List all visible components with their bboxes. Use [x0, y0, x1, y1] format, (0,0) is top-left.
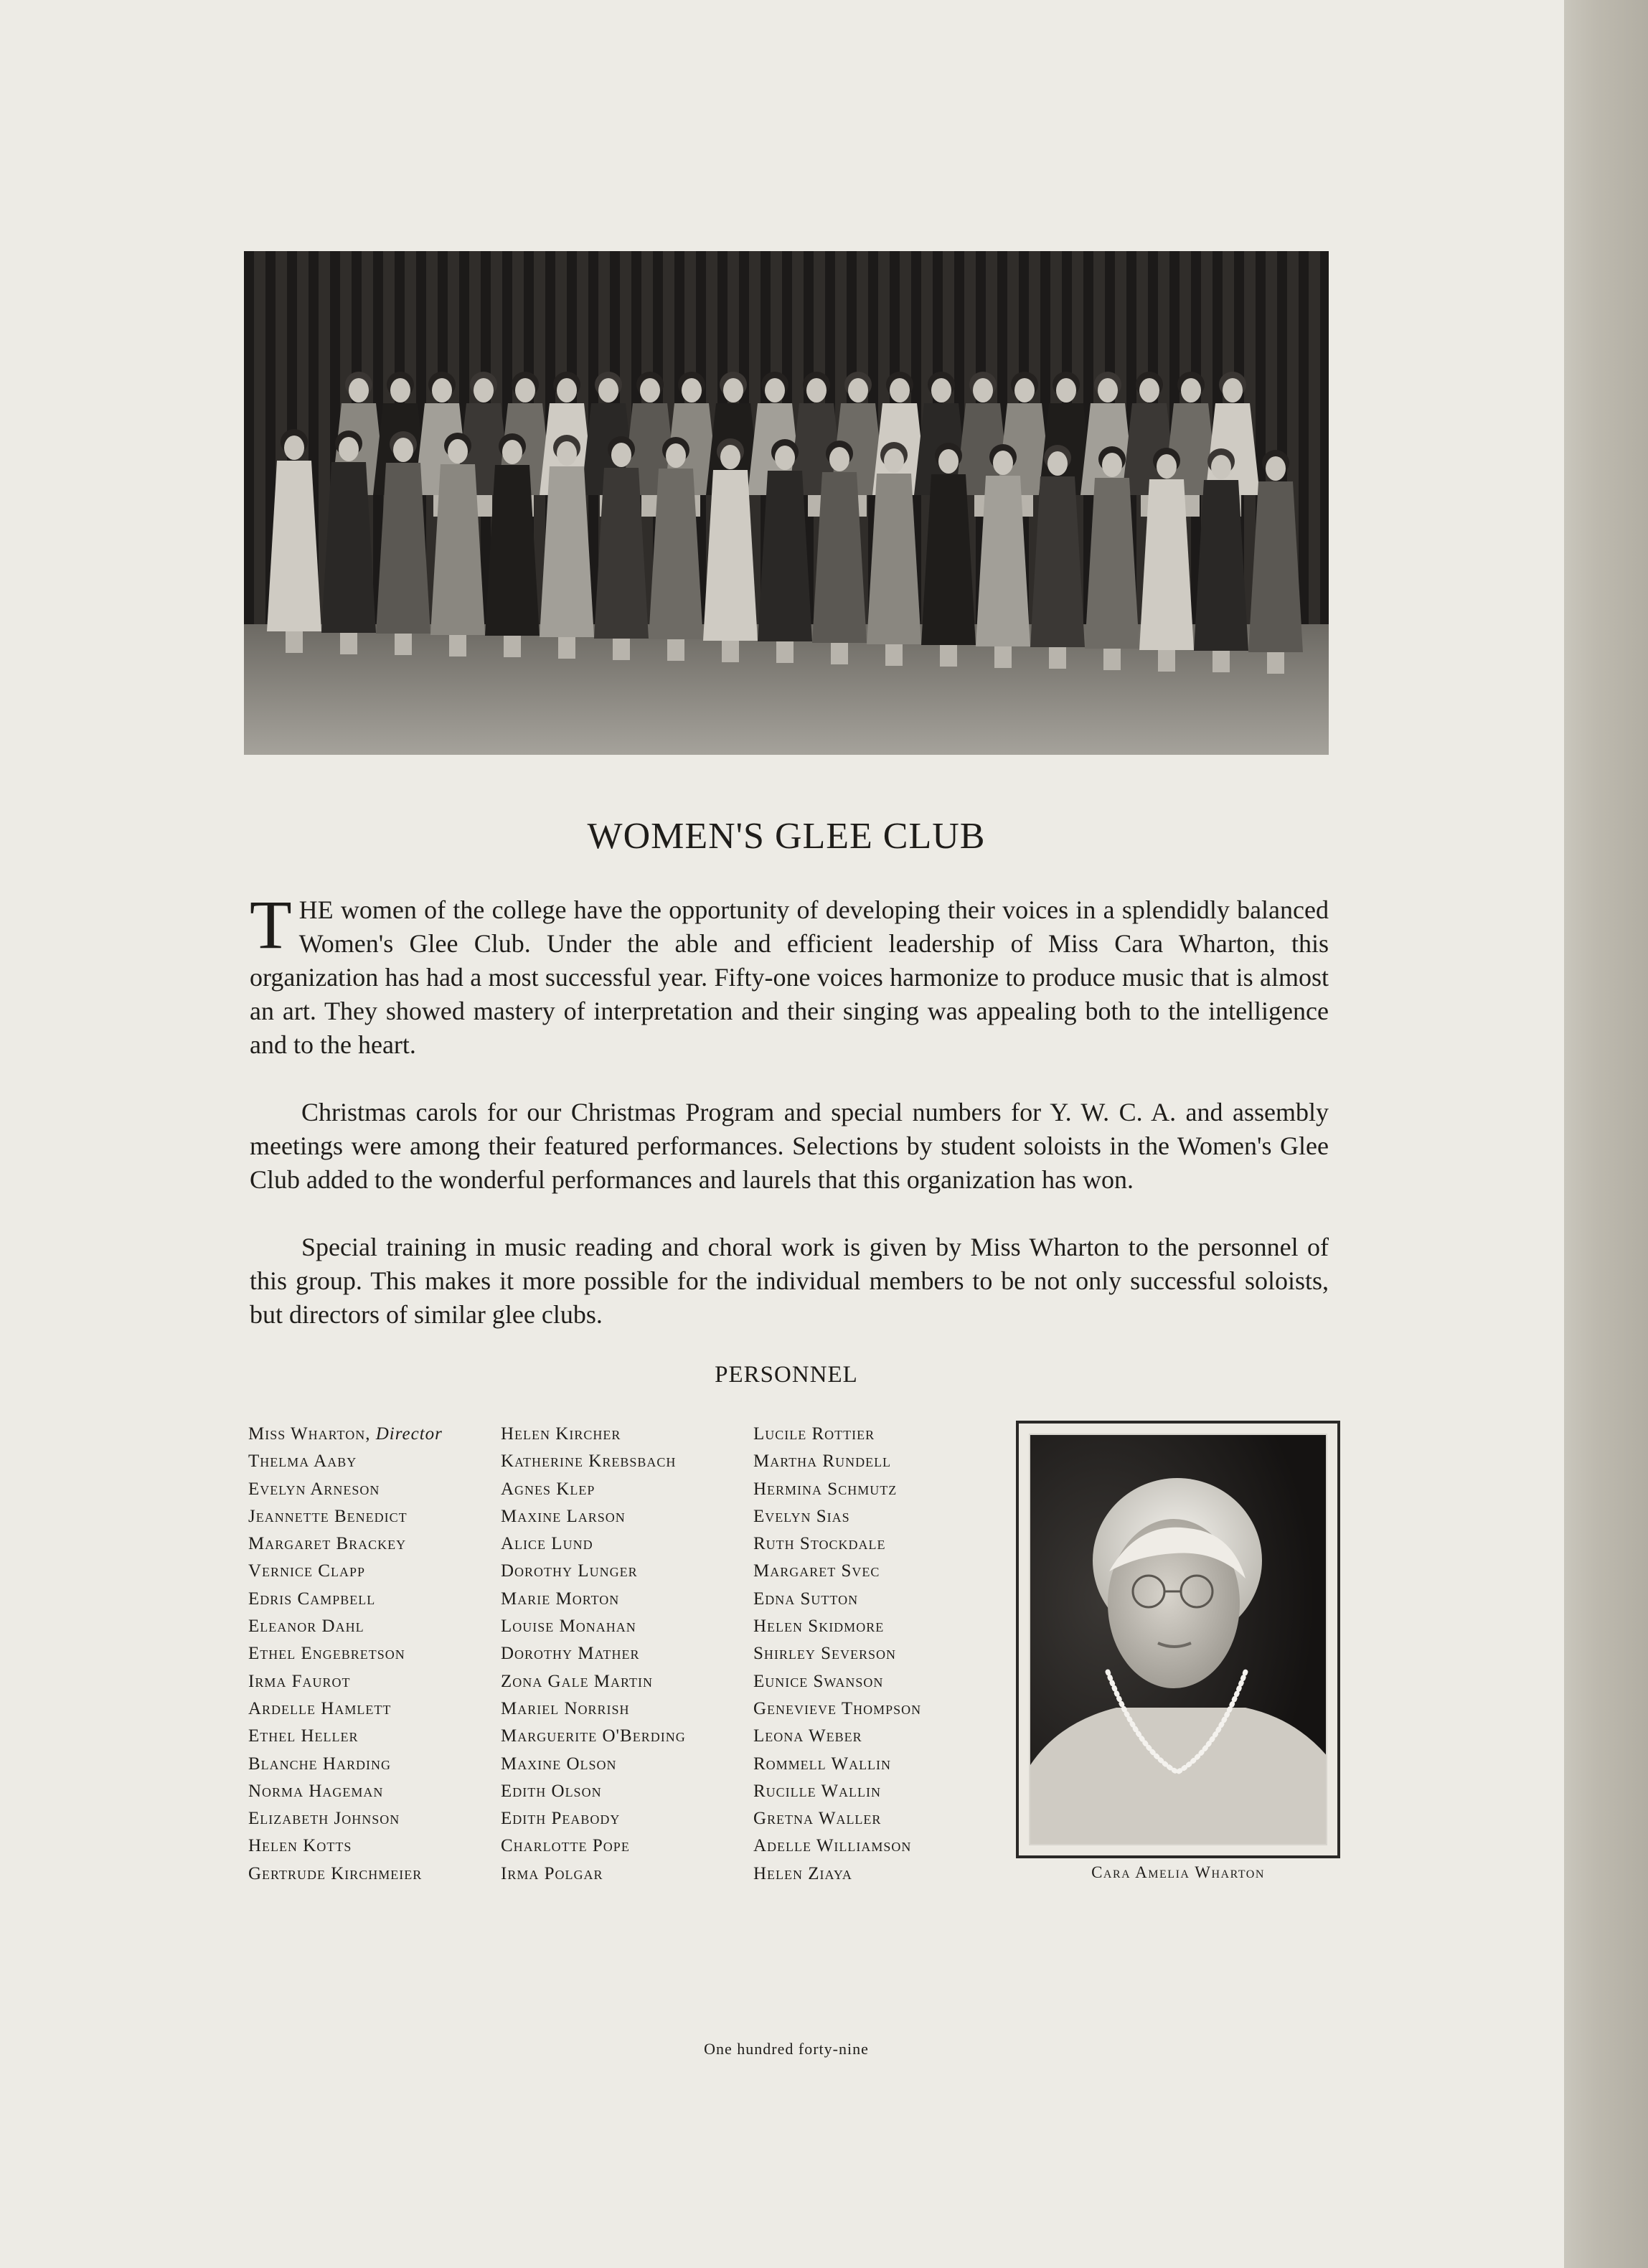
member-name: Ruth Stockdale — [753, 1534, 886, 1554]
member-name: Charlotte Pope — [501, 1836, 630, 1856]
member-name: Norma Hageman — [248, 1781, 384, 1801]
page-title: WOMEN'S GLEE CLUB — [587, 816, 986, 857]
personnel-column-1 — [248, 1421, 443, 1888]
member-name: Irma Faurot — [248, 1671, 351, 1691]
personnel-column-2 — [501, 1421, 686, 1888]
member-name: Genevieve Thompson — [753, 1698, 922, 1718]
group-figures — [244, 251, 1329, 755]
member-name: Marie Morton — [501, 1589, 620, 1609]
member-name: Maxine Larson — [501, 1506, 626, 1526]
member-name: Evelyn Arneson — [248, 1479, 380, 1499]
member-name: Margaret Svec — [753, 1561, 880, 1581]
member-name: Adelle Williamson — [753, 1836, 912, 1856]
page-number: One hundred forty-nine — [704, 2040, 869, 2058]
member-name: Thelma Aaby — [248, 1451, 357, 1472]
member-name: Alice Lund — [501, 1534, 593, 1554]
director-entry — [248, 1421, 443, 1448]
member-name: Hermina Schmutz — [753, 1479, 898, 1499]
member-name: Jeannette Benedict — [248, 1506, 408, 1526]
personnel-column-3 — [753, 1421, 921, 1888]
member-name: Helen Skidmore — [753, 1617, 885, 1637]
facing-page-edge — [1564, 0, 1648, 2268]
member-name: Vernice Clapp — [248, 1561, 365, 1581]
director-role: Director — [375, 1424, 443, 1444]
member-name: Rommell Wallin — [753, 1754, 892, 1774]
member-name: Ethel Engebretson — [248, 1644, 405, 1664]
choir-member-figure — [267, 429, 321, 653]
member-name: Eleanor Dahl — [248, 1617, 364, 1637]
personnel-heading: PERSONNEL — [715, 1362, 858, 1388]
training-paragraph: Special training in music reading and choral work is given by Miss Wharton to the personnel of this group. This makes it more possible for the individual members to be not only successful soloists, but directors of similar glee clubs. — [250, 1233, 1329, 1329]
member-name: Dorothy Mather — [501, 1644, 640, 1664]
member-name: Margaret Brackey — [248, 1534, 407, 1554]
member-name: Dorothy Lunger — [501, 1561, 638, 1581]
member-name: Gretna Waller — [753, 1809, 882, 1829]
member-name: Irma Polgar — [501, 1863, 603, 1883]
member-name: Marguerite O'Berding — [501, 1726, 686, 1746]
portrait-caption: Cara Amelia Wharton — [1091, 1863, 1265, 1881]
member-name: Elizabeth Johnson — [248, 1809, 400, 1829]
portrait-photo — [1029, 1434, 1327, 1845]
member-name: Shirley Severson — [753, 1644, 897, 1664]
performances-paragraph: Christmas carols for our Christmas Program and special numbers for Y. W. C. A. and assembly meetings were among their featured performances. Selections by student soloists in the Women's Glee Club added to the wonderful performances and laurels that this organization has won. — [250, 1098, 1329, 1194]
member-name: Edith Peabody — [501, 1809, 621, 1829]
intro-paragraph — [250, 886, 1329, 1062]
member-name: Zona Gale Martin — [501, 1671, 653, 1691]
member-name: Ethel Heller — [248, 1726, 359, 1746]
member-name: Ardelle Hamlett — [248, 1698, 392, 1718]
portrait-figure — [1030, 1435, 1327, 1845]
member-name: Katherine Krebsbach — [501, 1451, 677, 1472]
group-photograph — [244, 251, 1329, 755]
intro-lead: HE — [298, 895, 334, 924]
intro-text: women of the college have the opportunity of developing their voices in a splendidly balanced Women's Glee Club. Under the able and efficient leadership of Miss Cara Wharton, this organization has had a most successful year. Fifty-one voices harmonize to produce music that is almost an art. They showed mastery of interpretation and their singing was appealing both to the intelligence and to the heart. — [250, 895, 1329, 1059]
member-name: Blanche Harding — [248, 1754, 391, 1774]
member-name: Mariel Norrish — [501, 1698, 630, 1718]
member-name: Helen Ziaya — [753, 1863, 852, 1883]
member-name: Eunice Swanson — [753, 1671, 884, 1691]
member-name: Louise Monahan — [501, 1617, 636, 1637]
member-name: Martha Rundell — [753, 1451, 892, 1472]
drop-cap: T — [250, 886, 292, 963]
member-name: Rucille Wallin — [753, 1781, 882, 1801]
director-portrait — [1016, 1421, 1340, 1858]
member-name: Evelyn Sias — [753, 1506, 850, 1526]
member-name: Helen Kircher — [501, 1424, 621, 1444]
member-name: Agnes Klep — [501, 1479, 595, 1499]
director-name: Miss Wharton, — [248, 1424, 371, 1444]
member-name: Maxine Olson — [501, 1754, 617, 1774]
member-name: Leona Weber — [753, 1726, 862, 1746]
member-name: Edris Campbell — [248, 1589, 376, 1609]
member-name: Lucile Rottier — [753, 1424, 875, 1444]
member-name: Edna Sutton — [753, 1589, 859, 1609]
member-name: Edith Olson — [501, 1781, 602, 1801]
member-name: Gertrude Kirchmeier — [248, 1863, 423, 1883]
member-name: Helen Kotts — [248, 1836, 352, 1856]
